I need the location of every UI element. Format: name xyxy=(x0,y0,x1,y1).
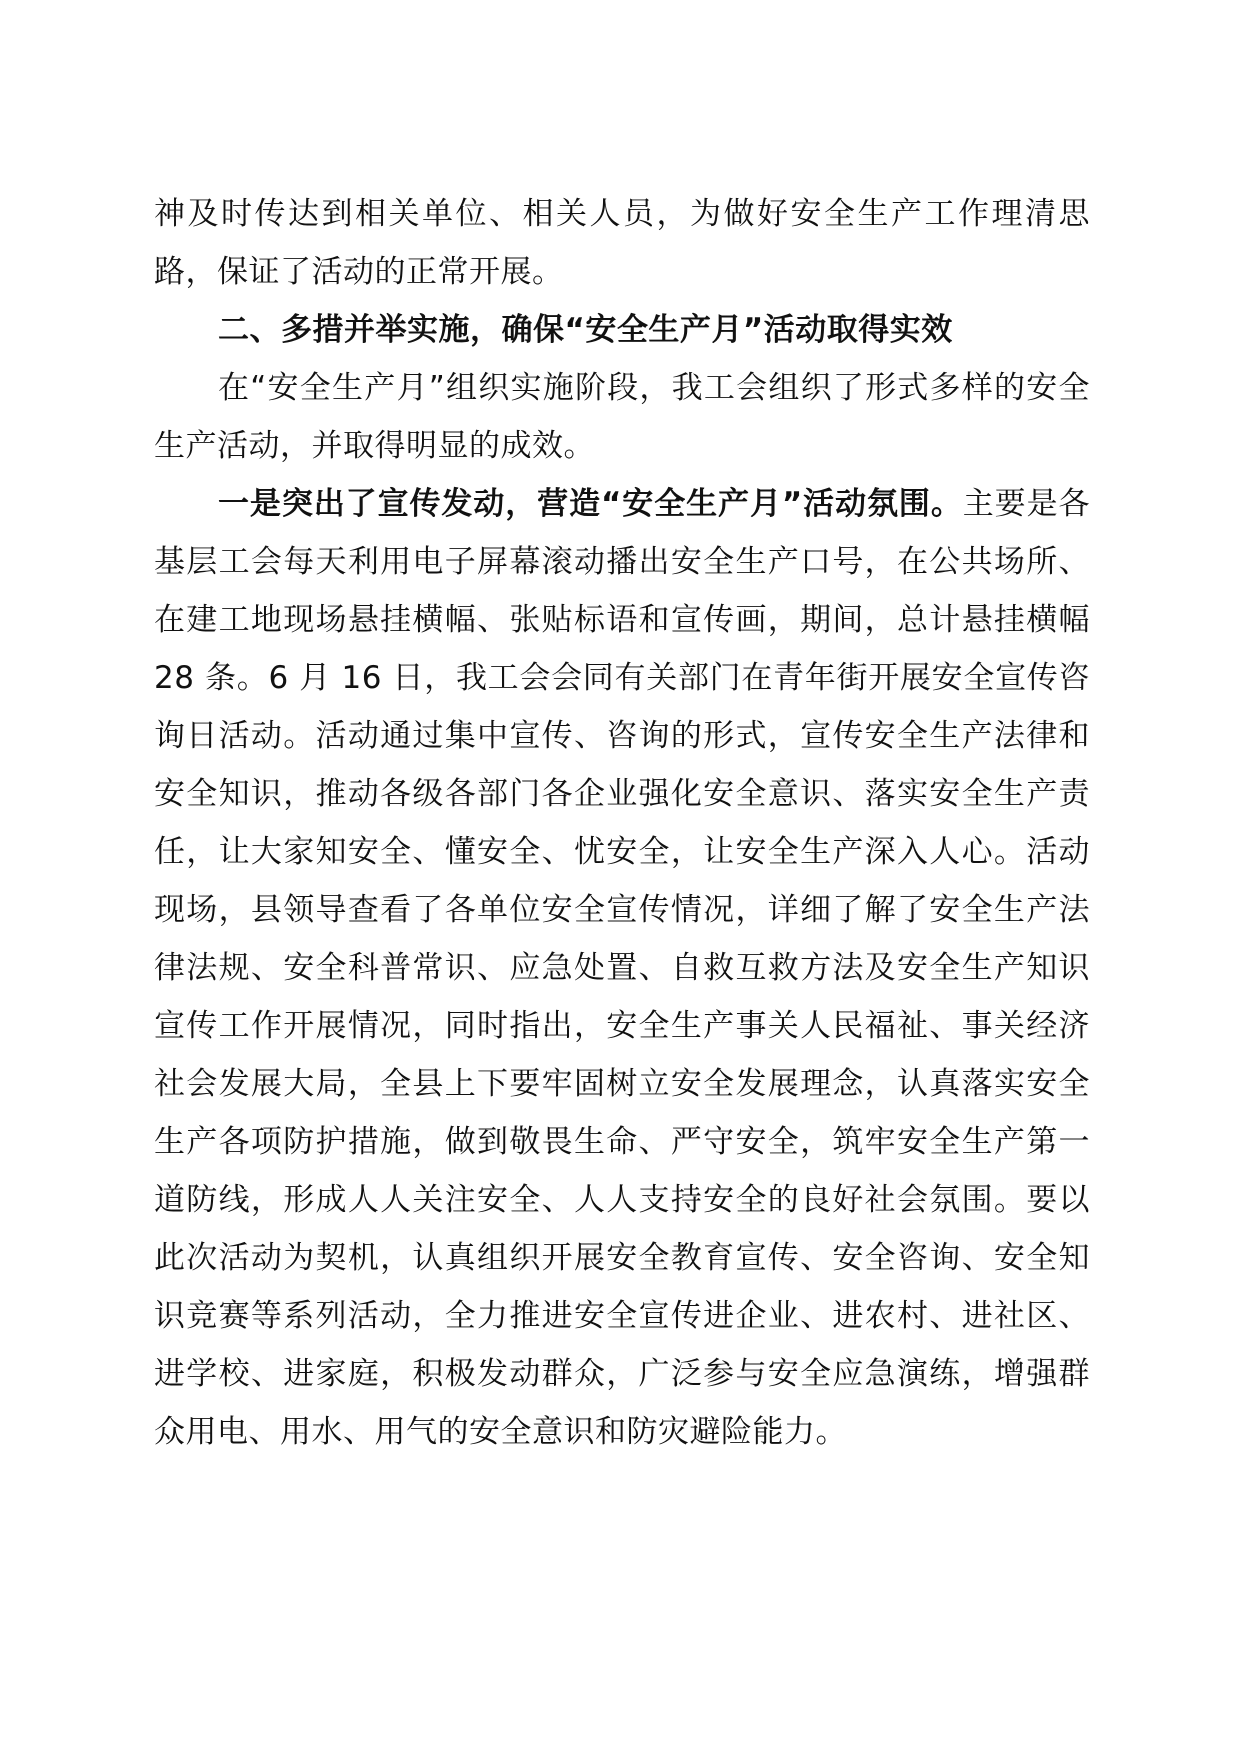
paragraph-intro: 在“安全生产月”组织实施阶段，我工会组织了形式多样的安全生产活动，并取得明显的成效。 xyxy=(154,370,1090,464)
document-body xyxy=(154,185,1090,1461)
section-heading: 二、多措并举实施，确保“安全生产月”活动取得实效 xyxy=(218,312,953,348)
paragraph-body: 主要是各基层工会每天利用电子屏幕滚动播出安全生产口号，在公共场所、在建工地现场悬挂横幅、张贴标语和宣传画，期间，总计悬挂横幅 28 条。6 月 16 日，我工会会同有关部门在青年街开展安全宣传咨询日活动。活动通过集中宣传、咨询的形式，宣传安全生产法律和安全知识，推动各级各部门各企业强化安全意识、落实安全生产责任，让大家知安全、懂安全、忧安全，让安全生产深入人心。活动现场，县领导查看了各单位安全宣传情况，详细了解了安全生产法律法规、安全科普常识、应急处置、自救互救方法及安全生产知识宣传工作开展情况，同时指出，安全生产事关人民福祉、事关经济社会发展大局，全县上下要牢固树立安全发展理念，认真落实安全生产各项防护措施，做到敬畏生命、严守安全，筑牢安全生产第一道防线，形成人人关注安全、人人支持安全的良好社会氛围。要以此次活动为契机，认真组织开展安全教育宣传、安全咨询、安全知识竞赛等系列活动，全力推进安全宣传进企业、进农村、进社区、进学校、进家庭，积极发动群众，广泛参与安全应急演练，增强群众用电、用水、用气的安全意识和防灾避险能力。 xyxy=(154,486,1090,1450)
paragraph-publicity xyxy=(154,475,1090,1461)
paragraph-lead: 一是突出了宣传发动，营造“安全生产月”活动氛围。 xyxy=(218,486,963,522)
paragraph-continuation: 神及时传达到相关单位、相关人员，为做好安全生产工作理清思路，保证了活动的正常开展。 xyxy=(154,196,1090,290)
